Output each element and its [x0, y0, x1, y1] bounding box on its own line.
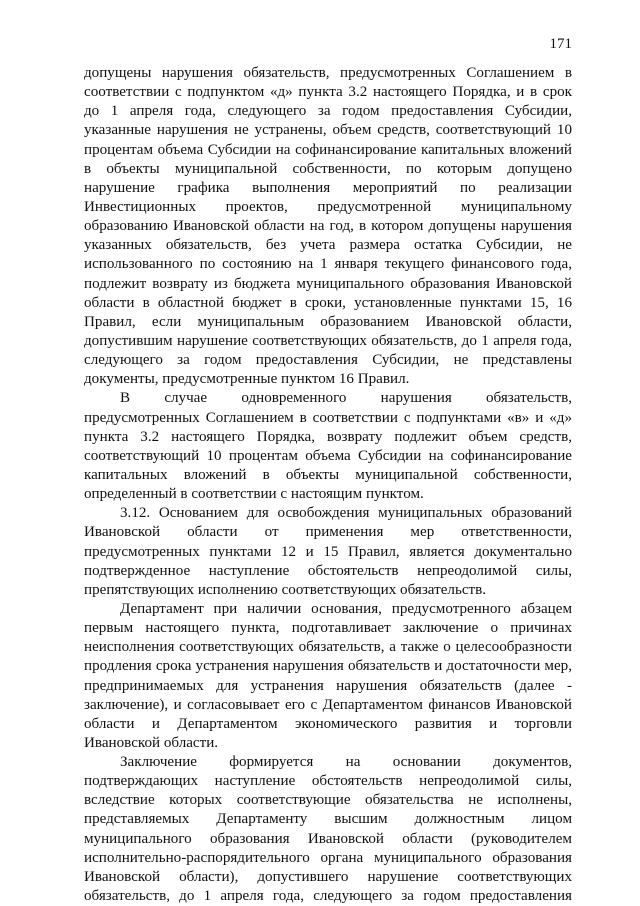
text-line: 3.12. Основанием для освобождения муниципальных образований: [120, 505, 572, 522]
text-line: области и Департаментом экономического развития и торговли: [84, 715, 572, 732]
text-line: предусмотренных пунктами 12 и 15 Правил, является документально: [84, 543, 572, 560]
text-line: в объекты муниципальной собственности, по которым допущено: [84, 160, 572, 177]
paragraph-3-12-force-majeure: [84, 504, 572, 600]
text-line: нарушение графика выполнения мероприятий по реализации: [84, 179, 572, 196]
text-line: документы, предусмотренные пунктом 16 Правил.: [84, 371, 410, 388]
text-line: Ивановской области.: [84, 734, 219, 751]
text-line: соответствии с подпунктом «д» пункта 3.2 настоящего Порядка, и в срок: [84, 84, 572, 101]
text-line: использованного по состоянию на 1 января текущего финансового года,: [84, 256, 572, 273]
text-line: обязательств, до 1 апреля года, следующего за годом предоставления: [84, 888, 572, 905]
text-line: вследствие которых соответствующие обязательства не исполнены,: [84, 792, 572, 809]
paragraph-conclusion-basis: [84, 753, 572, 906]
page-number: 171: [549, 36, 572, 52]
text-line: указанные нарушения не устранены, объем средств, соответствующий 10: [84, 122, 572, 139]
text-line: представляемых Департаменту высшим должностным лицом: [84, 811, 572, 828]
text-line: следующего за годом предоставления Субсидии, не представлены: [84, 352, 572, 369]
text-line: Департамент при наличии основания, предусмотренного абзацем: [120, 600, 572, 617]
text-line: пункта 3.2 настоящего Порядка, возврату подлежит объем средств,: [84, 428, 572, 445]
text-line: подлежит возврату из бюджета муниципального образования Ивановской: [84, 275, 572, 292]
text-line: указанных обязательств, без учета размера остатка Субсидии, не: [84, 237, 572, 254]
text-line: предпринимаемых для устранения нарушения обязательств (далее -: [84, 677, 572, 694]
text-line: предусмотренных Соглашением в соответствии с подпунктами «в» и «д»: [84, 409, 572, 426]
text-line: подтвержденное наступление обстоятельств непреодолимой силы,: [84, 562, 572, 579]
text-line: Правил, если муниципальным образованием Ивановской области,: [84, 313, 572, 330]
text-line: процентам объема Субсидии на софинансирование капитальных вложений: [84, 141, 572, 158]
paragraph-simultaneous-violation: [84, 389, 572, 504]
text-line: Ивановской области от применения мер ответственности,: [84, 524, 572, 541]
text-line: допустившим нарушение соответствующих обязательств, до 1 апреля года,: [84, 332, 572, 349]
text-line: В случае одновременного нарушения обязательств,: [120, 390, 572, 407]
text-line: капитальных вложений в объекты муниципальной собственности,: [84, 466, 572, 483]
text-line: Инвестиционных проектов, предусмотренной муниципальному: [84, 198, 572, 215]
paragraph-penalty-calculation: [84, 64, 572, 389]
text-line: допущены нарушения обязательств, предусмотренных Соглашением в: [84, 65, 572, 81]
text-line: исполнительно-распорядительного органа муниципального образования: [84, 849, 572, 866]
text-line: Ивановской области), допустившего нарушение соответствующих: [84, 868, 572, 885]
text-line: продления срока устранения нарушения обязательств и достаточности мер,: [84, 658, 572, 675]
text-line: заключение), и согласовывает его с Департаментом финансов Ивановской: [84, 696, 572, 713]
text-line: муниципального образования Ивановской области (руководителем: [84, 830, 572, 847]
paragraph-department-conclusion: [84, 600, 572, 753]
text-line: области в областной бюджет в сроки, установленные пунктами 15, 16: [84, 294, 572, 311]
text-line: образованию Ивановской области на год, в котором допущены нарушения: [84, 218, 572, 235]
text-line: до 1 апреля года, следующего за годом предоставления Субсидии,: [84, 103, 572, 120]
text-line: определенный в соответствии с настоящим пунктом.: [84, 486, 424, 503]
text-line: неисполнения соответствующих обязательств, а также о целесообразности: [84, 639, 572, 656]
text-line: Заключение формируется на основании документов,: [120, 754, 572, 771]
text-line: соответствующий 10 процентам объема Субсидии на софинансирование: [84, 447, 572, 464]
text-line: подтверждающих наступление обстоятельств непреодолимой силы,: [84, 773, 572, 790]
body-text: [84, 64, 572, 906]
text-line: препятствующих исполнению соответствующих обязательств.: [84, 581, 487, 598]
text-line: первым настоящего пункта, подготавливает заключение о причинах: [84, 620, 572, 637]
